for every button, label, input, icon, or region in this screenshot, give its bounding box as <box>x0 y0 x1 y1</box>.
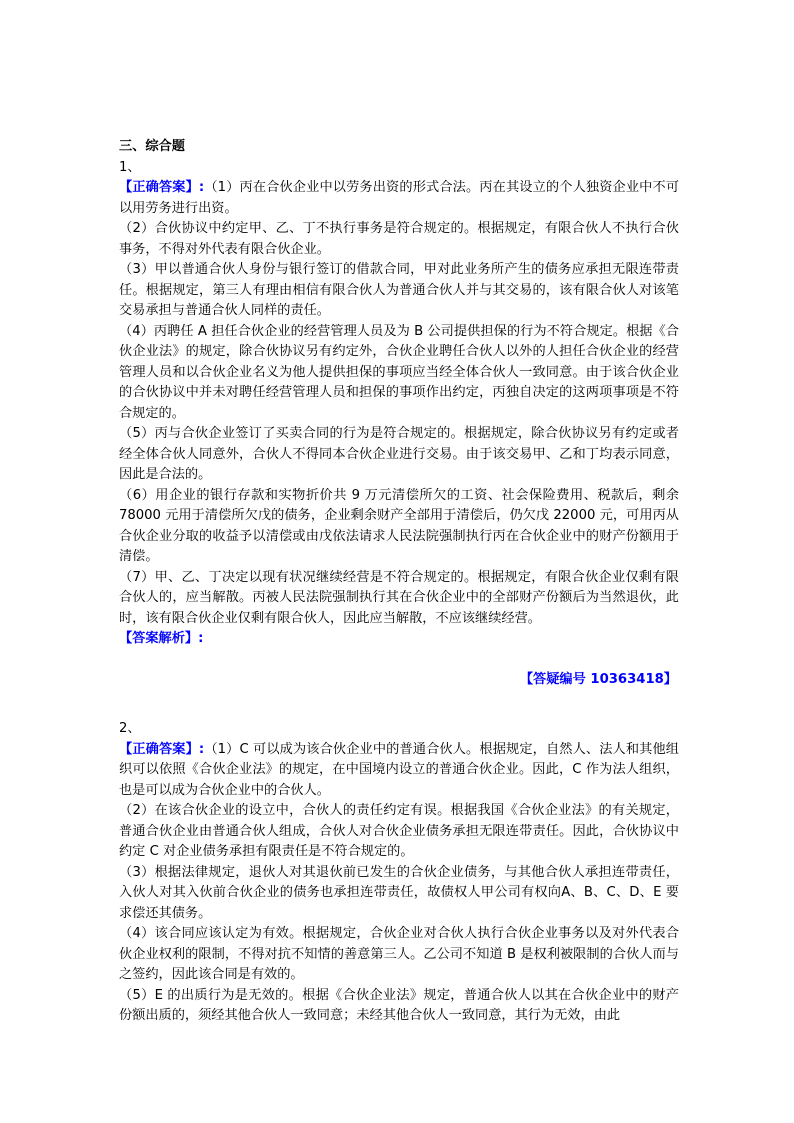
answer-text: （1）丙在合伙企业中以劳务出资的形式合法。丙在其设立的个人独资企业中不可以用劳务进行出资。 <box>119 180 680 216</box>
question-number: 1、 <box>119 159 141 175</box>
analysis-line <box>119 629 679 650</box>
answer-paragraph: （6）用企业的银行存款和实物折价共 9 万元清偿所欠的工资、社会保险费用、税款后，剩余 78000 元用于清偿所欠戊的债务，企业剩余财产全部用于清偿后，仍欠戊 22000 元，可用丙从合伙企业分取的收益予以清偿或由戊依法请求人民法院强制执行丙在合伙企业中的财产份额用于清偿。 <box>119 487 679 564</box>
section-title: 三、综合题 <box>119 139 185 154</box>
answer-paragraph: （3）根据法律规定，退伙人对其退伙前已发生的合伙企业债务，与其他合伙人承担连带责任，入伙人对其入伙前合伙企业的债务也承担连带责任，故债权人甲公司有权向A、B、C、D、E 要求偿还其债务。 <box>119 864 679 921</box>
correct-answer-label: 【正确答案】: <box>119 741 205 757</box>
correct-answer-label: 【正确答案】: <box>119 180 205 195</box>
answer-paragraph: （2）合伙协议中约定甲、乙、丁不执行事务是符合规定的。根据规定，有限合伙人不执行合伙事务，不得对外代表有限合伙企业。 <box>119 221 679 257</box>
answer-paragraph <box>119 178 679 219</box>
answer-paragraph <box>119 740 679 802</box>
reference-number: 【答疑编号 10363418】 <box>519 671 677 687</box>
question-number: 2、 <box>119 721 141 736</box>
answer-paragraph: （5）E 的出质行为是无效的。根据《合伙企业法》规定，普通合伙人以其在合伙企业中的财产份额出质的，须经其他合伙人一致同意；未经其他合伙人一致同意，其行为无效，由此 <box>119 987 679 1023</box>
document-body <box>119 137 679 1027</box>
answer-text: （1）C 可以成为该合伙企业中的普通合伙人。根据规定，自然人、法人和其他组织可以依照《合伙企业法》的规定，在中国境内设立的普通合伙企业。因此，C 作为法人组织，也是可以成为合伙企业中的合伙人。 <box>119 741 679 798</box>
answer-paragraph: （7）甲、乙、丁决定以现有状况继续经营是不符合规定的。根据规定，有限合伙企业仅剩有限合伙人的，应当解散。丙被人民法院强制执行其在合伙企业中的全部财产份额后为当然退伙，此时，该有限合伙企业仅剩有限合伙人，因此应当解散，不应该继续经营。 <box>119 569 679 626</box>
answer-paragraph: （4）丙聘任 A 担任合伙企业的经营管理人员及为 B 公司提供担保的行为不符合规定。根据《合伙企业法》的规定，除合伙协议另有约定外，合伙企业聘任合伙人以外的人担任合伙企业的经营管理人员和以合伙企业名义为他人提供担保的事项应当经全体合伙人一致同意。由于该合伙企业的合伙协议中并未对聘任经营管理人员和担保的事项作出约定，丙独自决定的这两项事项是不符合规定的。 <box>119 323 679 421</box>
answer-paragraph: （2）在该合伙企业的设立中，合伙人的责任约定有误。根据我国《合伙企业法》的有关规定，普通合伙企业由普通合伙人组成，合伙人对合伙企业债务承担无限连带责任。因此，合伙协议中约定 C 对企业债务承担有限责任是不符合规定的。 <box>119 803 679 859</box>
answer-paragraph: （4）该合同应该认定为有效。根据规定，合伙企业对合伙人执行合伙企业事务以及对外代表合伙企业权利的限制，不得对抗不知情的善意第三人。乙公司不知道 B 是权利被限制的合伙人而与之签约，因此该合同是有效的。 <box>119 926 679 982</box>
answer-analysis-label: 【答案解析】: <box>119 631 204 646</box>
answer-paragraph: （5）丙与合伙企业签订了买卖合同的行为是符合规定的。根据规定，除合伙协议另有约定或者经全体合伙人同意外，合伙人不得同本合伙企业进行交易。由于该交易甲、乙和丁均表示同意，因此是合法的。 <box>119 426 679 482</box>
answer-paragraph: （3）甲以普通合伙人身份与银行签订的借款合同，甲对此业务所产生的债务应承担无限连带责任。根据规定，第三人有理由相信有限合伙人为普通合伙人并与其交易的，该有限合伙人对该笔交易承担与普通合伙人同样的责任。 <box>119 262 679 318</box>
